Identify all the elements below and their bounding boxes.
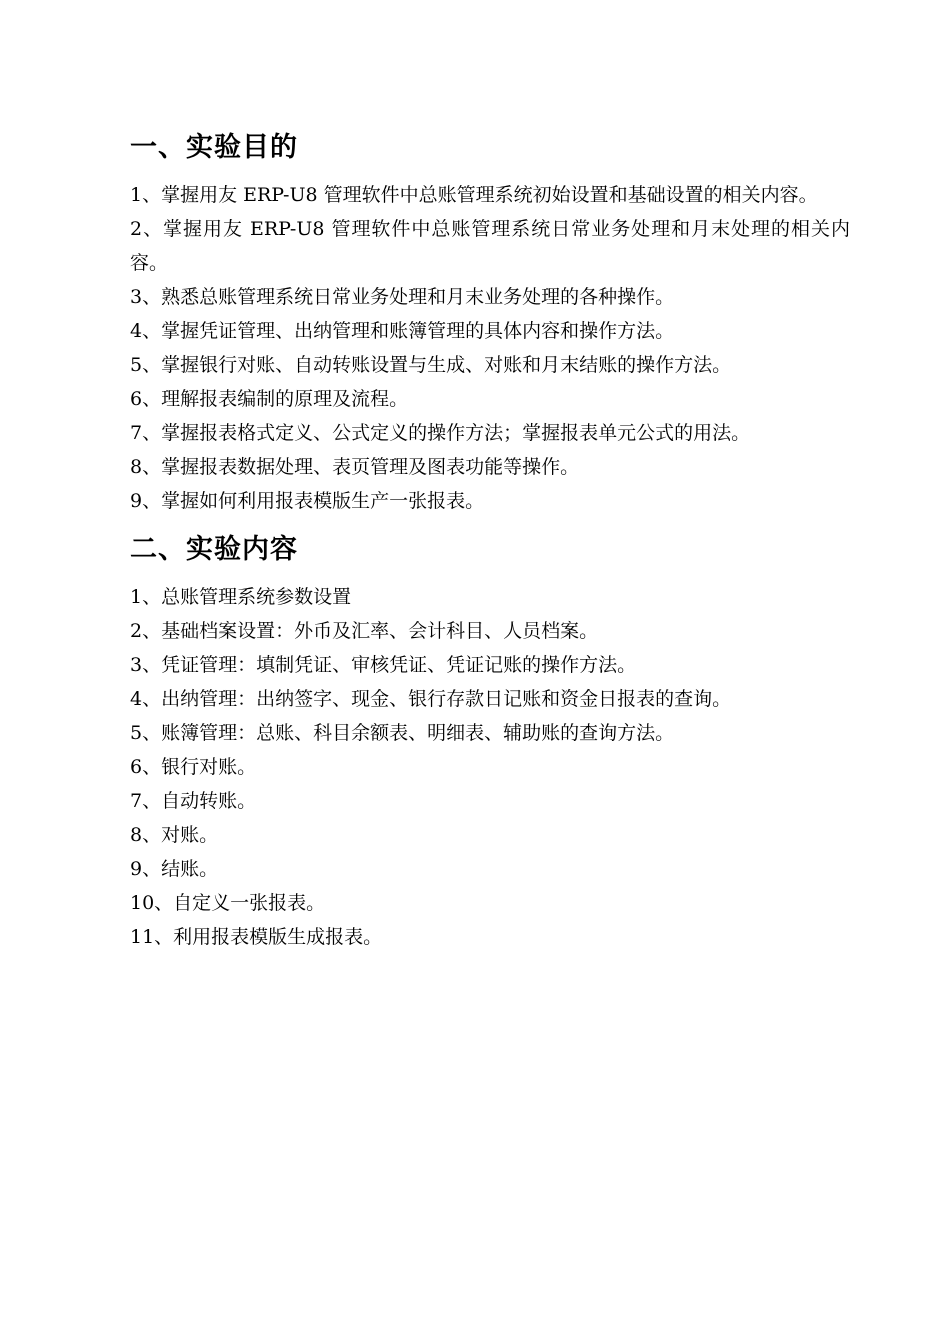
list-item: 7、自动转账。 xyxy=(130,790,257,812)
section-heading-contents: 二、实验内容 xyxy=(130,534,298,565)
list-item: 4、掌握凭证管理、出纳管理和账簿管理的具体内容和操作方法。 xyxy=(130,320,675,342)
list-item: 8、对账。 xyxy=(130,824,219,846)
list-item: 5、掌握银行对账、自动转账设置与生成、对账和月末结账的操作方法。 xyxy=(130,354,732,376)
list-item: 10、自定义一张报表。 xyxy=(130,892,326,914)
list-item: 3、凭证管理：填制凭证、审核凭证、凭证记账的操作方法。 xyxy=(130,654,637,676)
list-item: 9、掌握如何利用报表模版生产一张报表。 xyxy=(130,490,485,512)
list-item: 9、结账。 xyxy=(130,858,219,880)
list-item: 4、出纳管理：出纳签字、现金、银行存款日记账和资金日报表的查询。 xyxy=(130,688,732,710)
list-item: 6、银行对账。 xyxy=(130,756,257,778)
objectives-list xyxy=(130,178,850,518)
list-item: 6、理解报表编制的原理及流程。 xyxy=(130,388,409,410)
list-item: 1、总账管理系统参数设置 xyxy=(130,586,352,608)
list-item: 3、熟悉总账管理系统日常业务处理和月末业务处理的各种操作。 xyxy=(130,286,675,308)
list-item: 11、利用报表模版生成报表。 xyxy=(130,926,383,948)
list-item: 7、掌握报表格式定义、公式定义的操作方法；掌握报表单元公式的用法。 xyxy=(130,422,751,444)
list-item: 5、账簿管理：总账、科目余额表、明细表、辅助账的查询方法。 xyxy=(130,722,675,744)
list-item: 2、基础档案设置：外币及汇率、会计科目、人员档案。 xyxy=(130,620,599,642)
document-page xyxy=(130,128,850,954)
list-item: 8、掌握报表数据处理、表页管理及图表功能等操作。 xyxy=(130,456,580,478)
list-item: 1、掌握用友 ERP-U8 管理软件中总账管理系统初始设置和基础设置的相关内容。 xyxy=(130,184,818,206)
section-heading-objectives: 一、实验目的 xyxy=(130,132,298,163)
list-item: 2、掌握用友 ERP-U8 管理软件中总账管理系统日常业务处理和月末处理的相关内容。 xyxy=(130,218,850,274)
contents-list xyxy=(130,580,850,954)
